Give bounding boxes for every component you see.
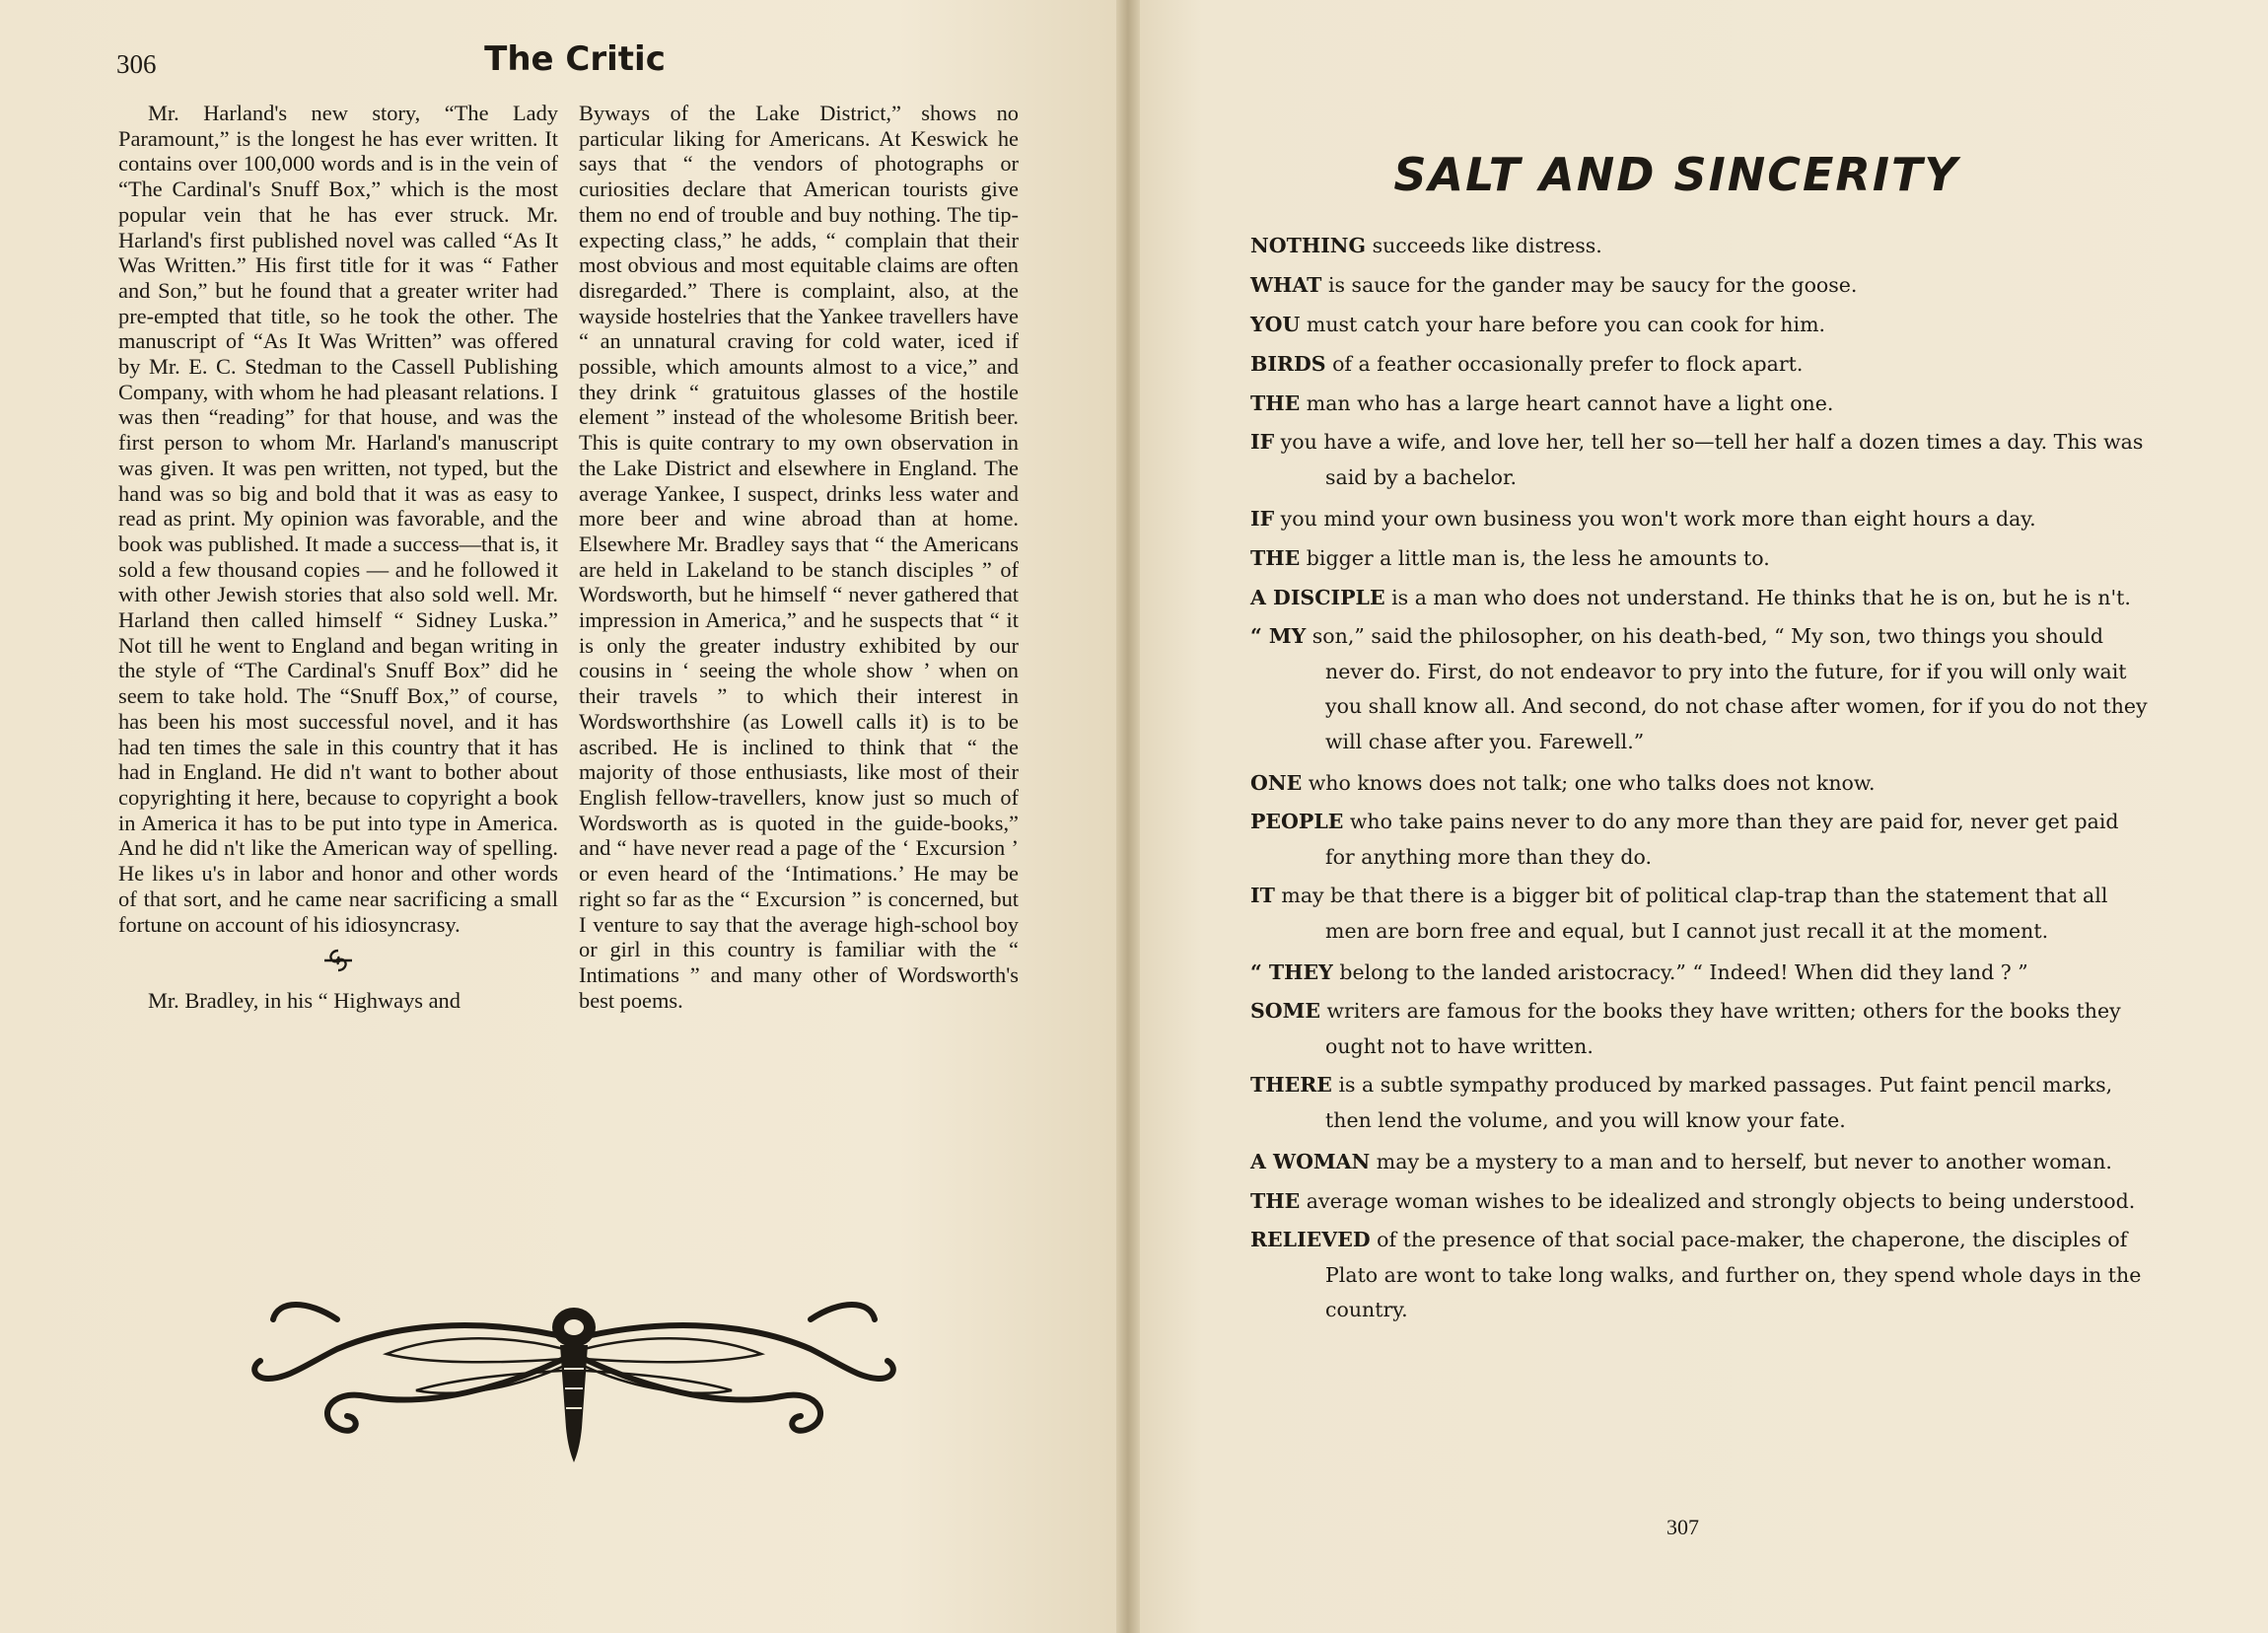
essay-title: SALT AND SINCERITY [1393,148,1959,201]
aphorism-item: A DISCIPLE is a man who does not understand. He thinks that he is on, but he is n't. [1250,586,2131,609]
paragraph-bradley-continued: Byways of the Lake District,” shows no particular liking for Americans. At Keswick he says that “ the vendors of photographs or curiosities declare that American tourists give them no end of trouble and buy nothing. The tip-expecting class,” he adds, “ complain that their most obvious and most equitable claims are often disregarded.” There is complaint, also, at the wayside hostelries that the Yankee travellers have “ an unnatural craving for cold water, iced if possible, which amounts almost to a vice,” and they drink “ gratuitous glasses of the hostile element ” instead of the wholesome British beer. This is quite contrary to my own observation in the Lake District and elsewhere in England. The average Yankee, I suspect, drinks less water and more beer and wine abroad than at home. Elsewhere Mr. Bradley says that “ the Americans are held in Lakeland to be stanch disciples ” of Wordsworth, but he himself “ never gathered that impression in America,” and he suspects that “ it is only the greater industry exhibited by our cousins in ‘ seeing the whole show ’ when on their travels ” to which their interest in Wordsworthshire (as Lowell calls it) is to be ascribed. He is inclined to think that “ the majority of those enthusiasts, like most of their English fellow-travellers, know just so much of Wordsworth as is quoted in the guide-books,” and “ have never read a page of the ‘ Excursion ’ or even heard of the ‘Intimations.’ He may be right so far as the “ Excursion ” is concerned, but I venture to say that the average high-school boy or girl in this country is familiar with the “ Intimations ” and many other of Wordsworth's best poems. [579,101,1019,1013]
aphorism-item: WHAT is sauce for the gander may be saucy for the goose. [1250,273,1858,297]
aphorism-item: SOME writers are famous for the books they have written; others for the books they ought not to have written. [1250,999,2121,1058]
aphorism-item: IF you have a wife, and love her, tell her so—tell her half a dozen times a day. This was said by a bachelor. [1250,430,2144,489]
paragraph-harland: Mr. Harland's new story, “The Lady Paramount,” is the longest he has ever written. It contains over 100,000 words and is in the vein of “The Cardinal's Snuff Box,” which is the most popular vein that he has ever struck. Mr. Harland's first published novel was called “As It Was Written.” His first title for it was “ Father and Son,” but he found that a greater writer had pre-empted that title, so he took the other. The manuscript of “As It Was Written” was offered by Mr. E. C. Stedman to the Cassell Publishing Company, with whom he had pleasant relations. I was then “reading” for that house, and was the first person to whom Mr. Harland's manuscript was given. It was pen written, not typed, but the hand was so big and bold that it was as easy to read as print. My opinion was favorable, and the book was published. It made a success—that is, it sold a few thousand copies — and he followed it with other Jewish stories that also sold well. Mr. Harland then called himself “ Sidney Luska.” Not till he went to England and began writing in the style of “The Cardinal's Snuff Box” did he seem to take hold. The “Snuff Box,” of course, has been his most successful novel, and it has had ten times the sale in this country that it has had in England. He did n't want to bother about copyrighting it here, because to copyright a book in America it has to be put into type in America. And he did n't like the American way of spelling. He likes u's in labor and honor and other words of that sort, and he came near sacrificing a small fortune on account of his idiosyncrasy. [118,101,558,937]
aphorism-item: YOU must catch your hare before you can cook for him. [1250,313,1826,336]
aphorism-item: THE average woman wishes to be idealized and strongly objects to being understood. [1250,1189,2136,1213]
aphorism-item: A WOMAN may be a mystery to a man and to herself, but never to another woman. [1250,1150,2112,1173]
aphorism-item: THE bigger a little man is, the less he amounts to. [1250,546,1770,570]
page-number-right: 307 [1666,1515,1699,1539]
fleuron-icon [118,947,558,974]
paragraph-bradley-start: Mr. Bradley, in his “ Highways and [148,988,461,1014]
aphorism-item: IT may be that there is a bigger bit of political clap-trap than the statement that all men are born free and equal, but I cannot just recall it at the moment. [1250,884,2108,943]
aphorism-item: BIRDS of a feather occasionally prefer to flock apart. [1250,352,1804,376]
art-nouveau-insect-ornament-icon [248,1280,899,1477]
text-column-left [118,101,558,1014]
page-number-left: 306 [116,49,157,79]
aphorism-item: RELIEVED of the presence of that social pace-maker, the chaperone, the disciples of Plato are wont to take long walks, and further on, they spend whole days in the country. [1250,1228,2142,1321]
journal-title: The Critic [484,39,666,79]
aphorism-item: “ MY son,” said the philosopher, on his death-bed, “ My son, two things you should never do. First, do not endeavor to pry into the future, for if you will only wait you shall know all. And second, do not chase after women, for if you do not they will chase after you. Farewell.” [1250,624,2148,753]
aphorism-item: NOTHING succeeds like distress. [1250,234,1602,257]
aphorism-item: PEOPLE who take pains never to do any more than they are paid for, never get paid for anything more than they do. [1250,810,2119,869]
aphorism-item: THE man who has a large heart cannot have a light one. [1250,391,1834,415]
running-head [116,39,1033,89]
aphorism-item: IF you mind your own business you won't work more than eight hours a day. [1250,507,2036,531]
aphorism-item: “ THEY belong to the landed aristocracy.” “ Indeed! When did they land ? ” [1250,960,2028,984]
text-column-right [579,101,1019,1013]
aphorism-list [1250,226,2148,1332]
aphorism-item: ONE who knows does not talk; one who talks does not know. [1250,771,1876,795]
aphorism-item: THERE is a subtle sympathy produced by marked passages. Put faint pencil marks, then lend the volume, and you will know your fate. [1250,1073,2113,1132]
book-gutter [1116,0,1140,1633]
